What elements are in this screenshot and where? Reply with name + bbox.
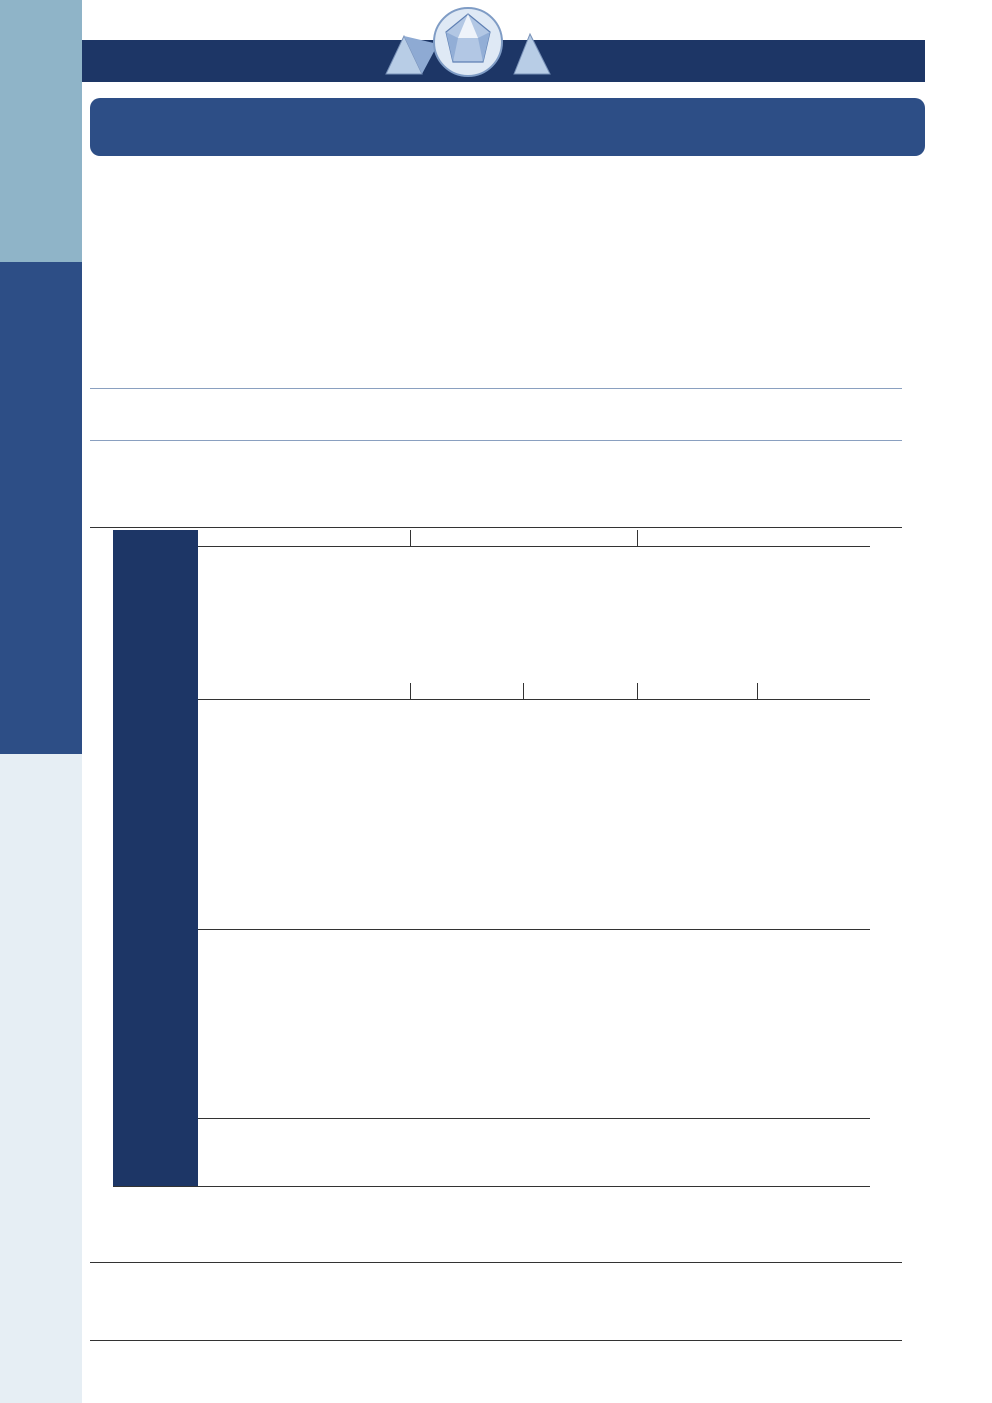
diamond-logo-icon	[378, 4, 558, 82]
fx-top-rule	[198, 1118, 870, 1119]
etf-stock-header-row	[198, 824, 870, 841]
category-spread	[113, 929, 198, 1101]
note-rule	[90, 1262, 902, 1263]
sidebar-mid-band	[0, 262, 82, 754]
volume-header-row	[198, 683, 870, 700]
sidebar-bottom-band	[0, 754, 82, 1403]
spread-top-rule	[198, 929, 870, 930]
category-fx	[113, 1101, 198, 1186]
category-etf	[113, 767, 198, 825]
footer-rule	[90, 1340, 902, 1341]
divider	[90, 440, 902, 441]
spread-header-row	[198, 912, 870, 929]
fx-header-row	[198, 1101, 870, 1118]
category-etf-stock	[113, 825, 198, 929]
price-header-row	[198, 530, 870, 547]
etf-hold-header-row	[198, 770, 870, 787]
date-banner	[90, 98, 925, 156]
table-bottom-rule	[113, 1186, 870, 1187]
table-top-rule	[90, 527, 902, 528]
category-price	[113, 530, 198, 767]
divider	[90, 388, 902, 389]
sidebar-top-band	[0, 0, 82, 262]
